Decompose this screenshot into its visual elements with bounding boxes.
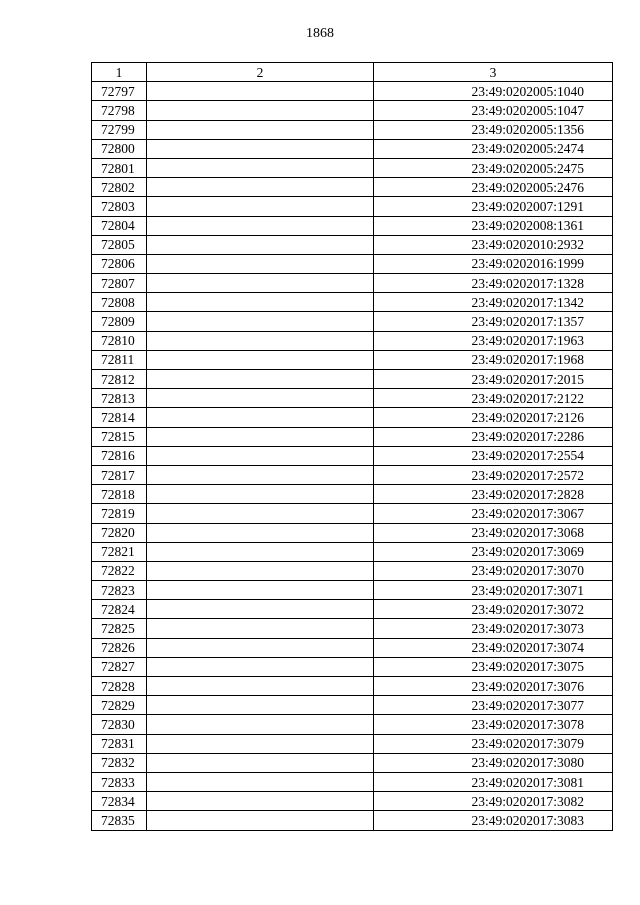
cadastral-number-cell: 23:49:0202017:2572 [374,465,613,484]
row-number-cell: 72833 [92,772,147,791]
row-number-cell: 72816 [92,446,147,465]
empty-cell [147,331,374,350]
table-body [92,82,613,830]
cadastral-number-cell: 23:49:0202017:2286 [374,427,613,446]
row-number-cell: 72817 [92,465,147,484]
empty-cell [147,638,374,657]
table-row [92,677,613,696]
cadastral-number-cell: 23:49:0202007:1291 [374,197,613,216]
empty-cell [147,657,374,676]
cadastral-number-cell: 23:49:0202017:1328 [374,274,613,293]
row-number-cell: 72827 [92,657,147,676]
empty-cell [147,158,374,177]
cadastral-number-cell: 23:49:0202005:2476 [374,178,613,197]
column-header-3: 3 [374,63,613,82]
table-row [92,696,613,715]
empty-cell [147,600,374,619]
registry-table [91,62,613,831]
table-row [92,350,613,369]
cadastral-number-cell: 23:49:0202017:2554 [374,446,613,465]
table-row [92,772,613,791]
cadastral-number-cell: 23:49:0202016:1999 [374,254,613,273]
row-number-cell: 72802 [92,178,147,197]
empty-cell [147,312,374,331]
table-row [92,715,613,734]
empty-cell [147,120,374,139]
cadastral-number-cell: 23:49:0202017:1968 [374,350,613,369]
table-row [92,293,613,312]
cadastral-number-cell: 23:49:0202017:2015 [374,370,613,389]
empty-cell [147,561,374,580]
table-row [92,139,613,158]
header-row [92,63,613,82]
table-row [92,274,613,293]
table-row [92,158,613,177]
empty-cell [147,216,374,235]
cadastral-number-cell: 23:49:0202017:3073 [374,619,613,638]
row-number-cell: 72798 [92,101,147,120]
empty-cell [147,235,374,254]
row-number-cell: 72820 [92,523,147,542]
row-number-cell: 72819 [92,504,147,523]
empty-cell [147,408,374,427]
table-row [92,197,613,216]
cadastral-number-cell: 23:49:0202017:1963 [374,331,613,350]
row-number-cell: 72822 [92,561,147,580]
table-row [92,734,613,753]
row-number-cell: 72805 [92,235,147,254]
empty-cell [147,753,374,772]
empty-cell [147,350,374,369]
row-number-cell: 72797 [92,82,147,101]
cadastral-number-cell: 23:49:0202017:3079 [374,734,613,753]
row-number-cell: 72815 [92,427,147,446]
table-row [92,465,613,484]
row-number-cell: 72807 [92,274,147,293]
row-number-cell: 72799 [92,120,147,139]
empty-cell [147,274,374,293]
table-row [92,254,613,273]
table-row [92,523,613,542]
row-number-cell: 72831 [92,734,147,753]
cadastral-number-cell: 23:49:0202017:3083 [374,811,613,830]
table-row [92,619,613,638]
cadastral-number-cell: 23:49:0202017:2122 [374,389,613,408]
table-row [92,581,613,600]
table-row [92,753,613,772]
table-row [92,811,613,830]
empty-cell [147,811,374,830]
table-row [92,408,613,427]
table-row [92,792,613,811]
row-number-cell: 72823 [92,581,147,600]
cadastral-number-cell: 23:49:0202017:3068 [374,523,613,542]
table-row [92,389,613,408]
table-row [92,331,613,350]
row-number-cell: 72804 [92,216,147,235]
empty-cell [147,677,374,696]
empty-cell [147,619,374,638]
cadastral-number-cell: 23:49:0202017:3069 [374,542,613,561]
cadastral-number-cell: 23:49:0202017:3076 [374,677,613,696]
row-number-cell: 72812 [92,370,147,389]
cadastral-number-cell: 23:49:0202017:3075 [374,657,613,676]
row-number-cell: 72829 [92,696,147,715]
empty-cell [147,178,374,197]
table-row [92,101,613,120]
cadastral-number-cell: 23:49:0202017:2126 [374,408,613,427]
table-row [92,485,613,504]
cadastral-number-cell: 23:49:0202017:3077 [374,696,613,715]
cadastral-number-cell: 23:49:0202005:1040 [374,82,613,101]
row-number-cell: 72811 [92,350,147,369]
cadastral-number-cell: 23:49:0202017:3081 [374,772,613,791]
table-row [92,120,613,139]
empty-cell [147,523,374,542]
table-row [92,235,613,254]
empty-cell [147,772,374,791]
column-header-2: 2 [147,63,374,82]
row-number-cell: 72818 [92,485,147,504]
row-number-cell: 72808 [92,293,147,312]
table-row [92,561,613,580]
empty-cell [147,254,374,273]
empty-cell [147,82,374,101]
empty-cell [147,715,374,734]
row-number-cell: 72825 [92,619,147,638]
cadastral-number-cell: 23:49:0202017:3072 [374,600,613,619]
empty-cell [147,734,374,753]
row-number-cell: 72832 [92,753,147,772]
empty-cell [147,696,374,715]
cadastral-number-cell: 23:49:0202005:2474 [374,139,613,158]
row-number-cell: 72810 [92,331,147,350]
cadastral-number-cell: 23:49:0202005:1047 [374,101,613,120]
empty-cell [147,197,374,216]
empty-cell [147,485,374,504]
cadastral-number-cell: 23:49:0202017:1342 [374,293,613,312]
page-number: 1868 [306,26,334,41]
cadastral-number-cell: 23:49:0202017:3080 [374,753,613,772]
cadastral-number-cell: 23:49:0202017:2828 [374,485,613,504]
cadastral-number-cell: 23:49:0202005:2475 [374,158,613,177]
row-number-cell: 72803 [92,197,147,216]
cadastral-number-cell: 23:49:0202010:2932 [374,235,613,254]
empty-cell [147,293,374,312]
table-row [92,638,613,657]
empty-cell [147,504,374,523]
table-row [92,216,613,235]
cadastral-number-cell: 23:49:0202005:1356 [374,120,613,139]
table-row [92,312,613,331]
empty-cell [147,465,374,484]
table-row [92,600,613,619]
table-row [92,504,613,523]
row-number-cell: 72814 [92,408,147,427]
row-number-cell: 72835 [92,811,147,830]
empty-cell [147,370,374,389]
empty-cell [147,542,374,561]
cadastral-number-cell: 23:49:0202017:3071 [374,581,613,600]
row-number-cell: 72800 [92,139,147,158]
table-header [92,63,613,82]
cadastral-number-cell: 23:49:0202017:3070 [374,561,613,580]
empty-cell [147,446,374,465]
table-row [92,542,613,561]
empty-cell [147,101,374,120]
cadastral-number-cell: 23:49:0202017:3082 [374,792,613,811]
row-number-cell: 72806 [92,254,147,273]
empty-cell [147,139,374,158]
table-row [92,370,613,389]
cadastral-number-cell: 23:49:0202017:3067 [374,504,613,523]
empty-cell [147,389,374,408]
row-number-cell: 72821 [92,542,147,561]
column-header-1: 1 [92,63,147,82]
row-number-cell: 72834 [92,792,147,811]
cadastral-number-cell: 23:49:0202008:1361 [374,216,613,235]
table-row [92,657,613,676]
table-row [92,427,613,446]
row-number-cell: 72828 [92,677,147,696]
row-number-cell: 72824 [92,600,147,619]
empty-cell [147,792,374,811]
empty-cell [147,581,374,600]
table-row [92,82,613,101]
cadastral-number-cell: 23:49:0202017:3078 [374,715,613,734]
table-row [92,446,613,465]
row-number-cell: 72801 [92,158,147,177]
cadastral-number-cell: 23:49:0202017:3074 [374,638,613,657]
empty-cell [147,427,374,446]
row-number-cell: 72813 [92,389,147,408]
row-number-cell: 72830 [92,715,147,734]
row-number-cell: 72826 [92,638,147,657]
table-row [92,178,613,197]
cadastral-number-cell: 23:49:0202017:1357 [374,312,613,331]
row-number-cell: 72809 [92,312,147,331]
